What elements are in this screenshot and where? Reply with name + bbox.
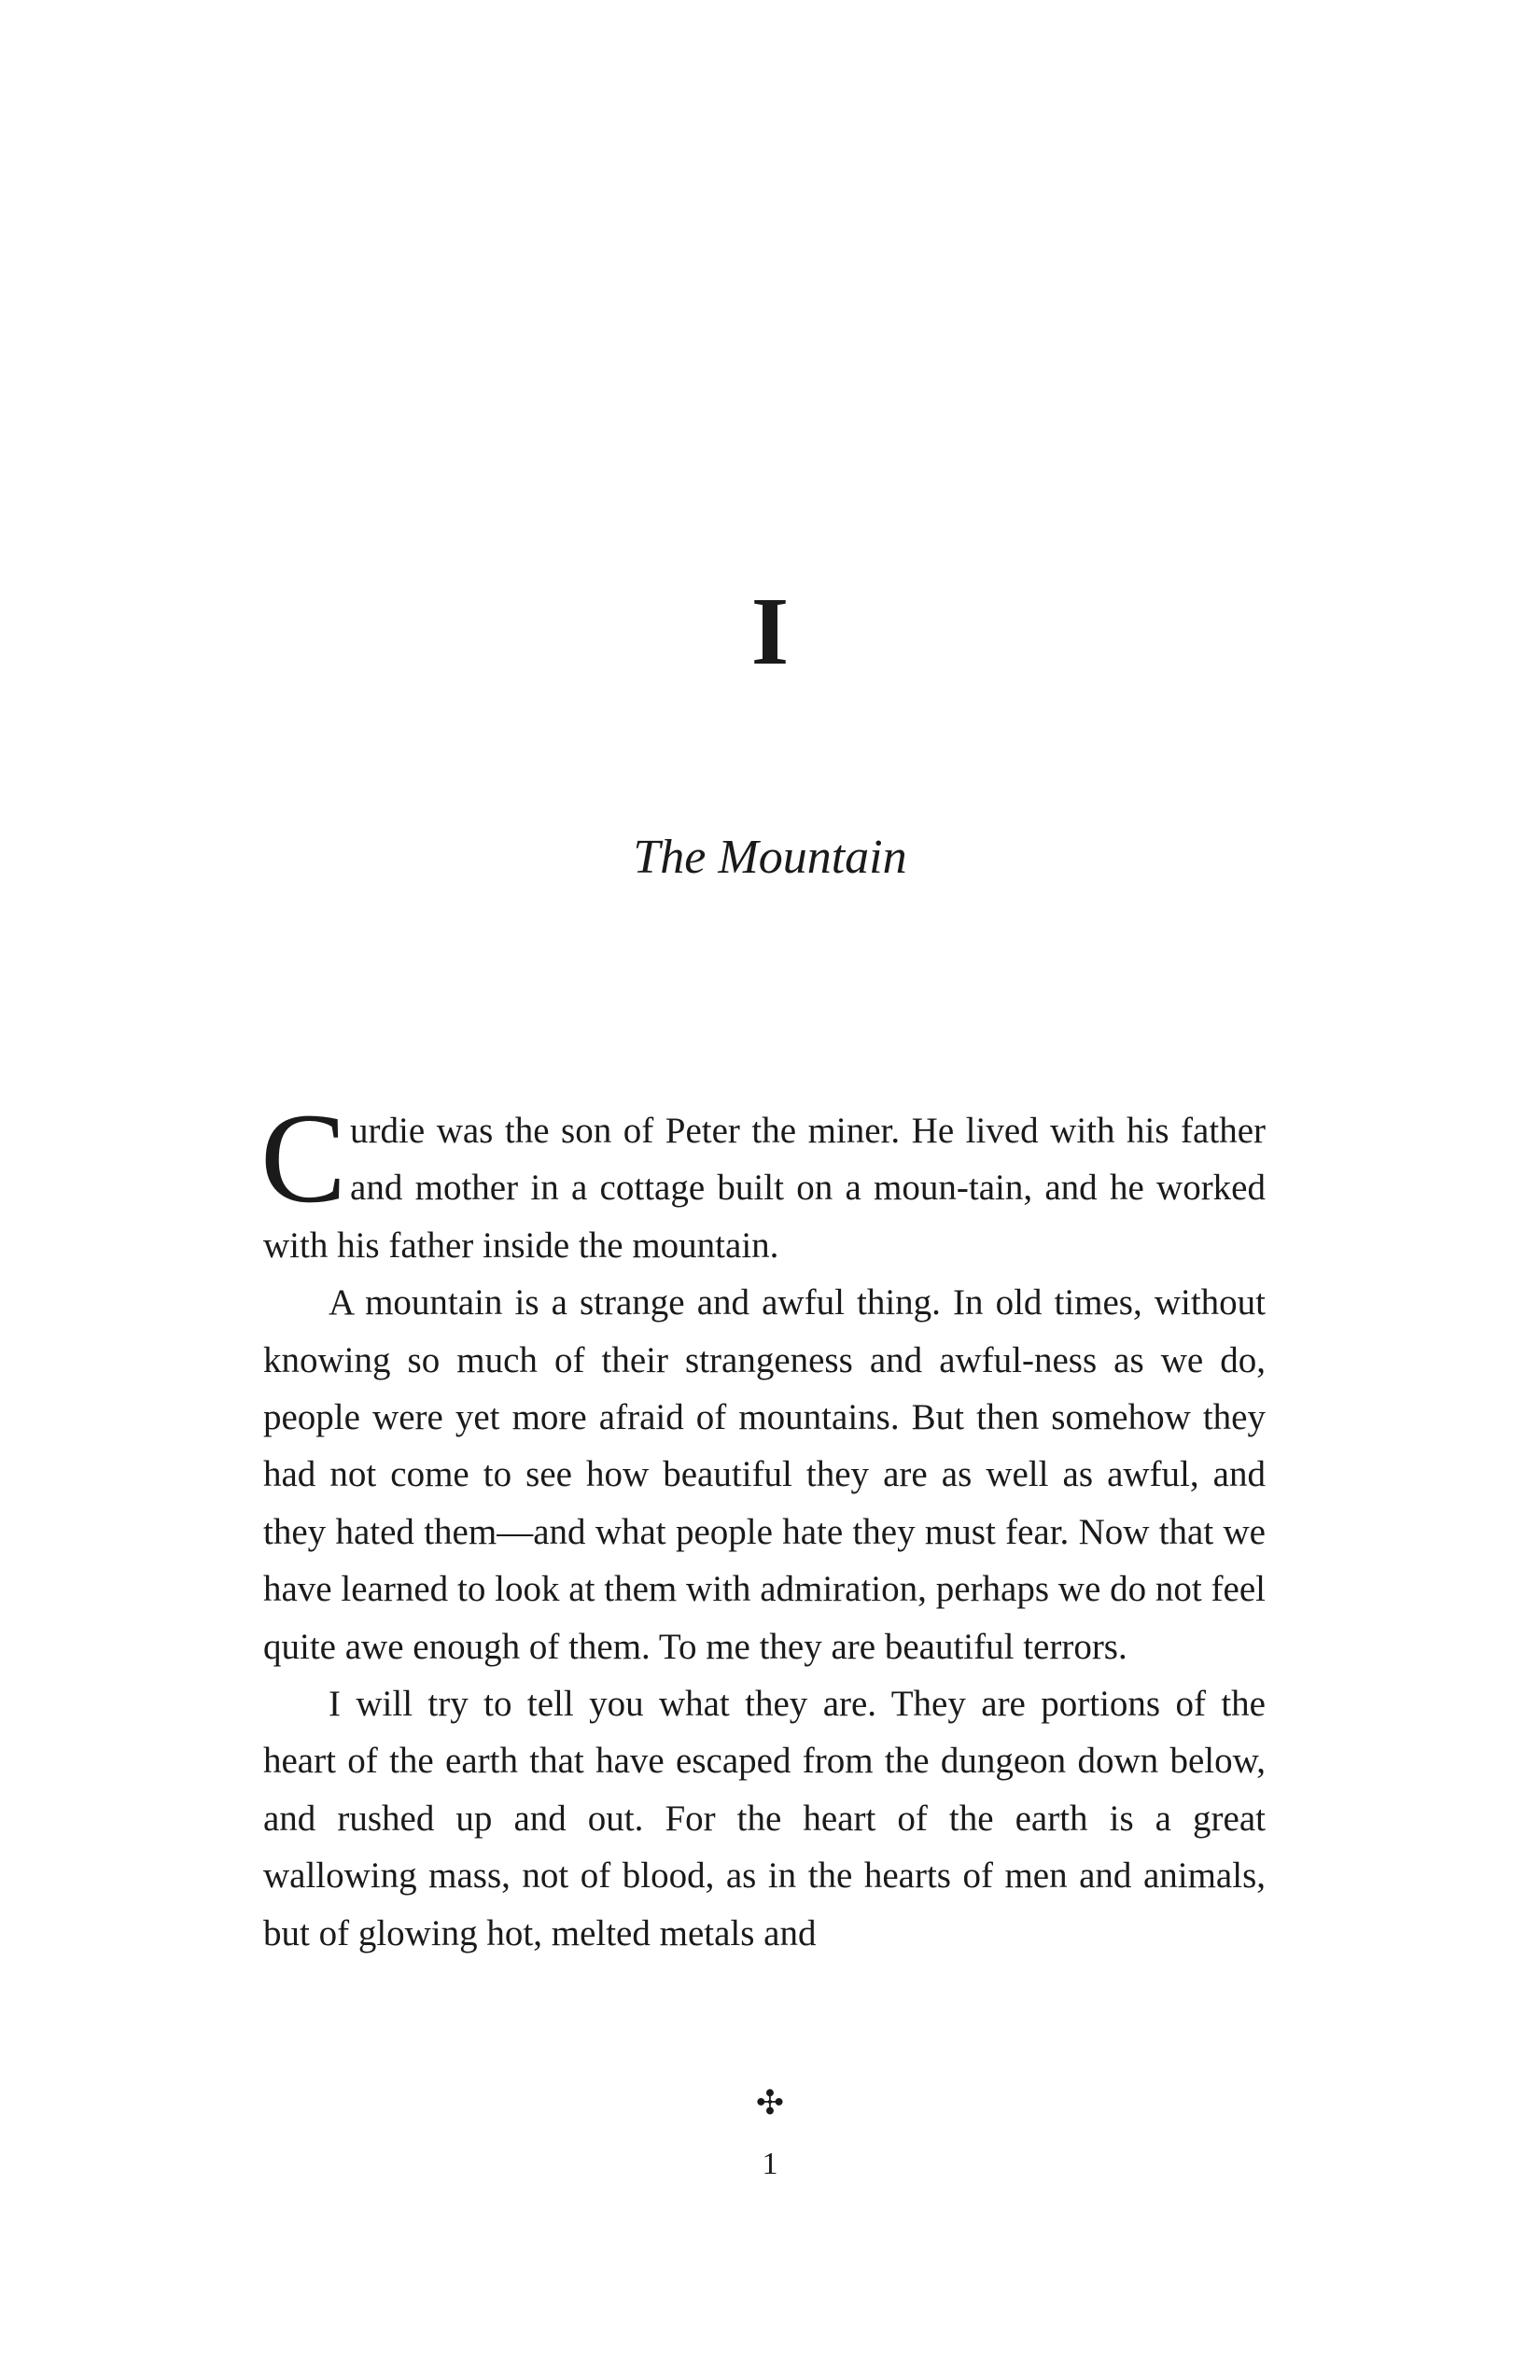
paragraph-1 bbox=[260, 1086, 1266, 1274]
paragraph-1-text: urdie was the son of Peter the miner. He lived with his father and mother in a cottage built on a moun-tain, and he worked with his father inside the mountain. bbox=[263, 1111, 1266, 1266]
paragraph-3: I will try to tell you what they are. They are portions of the heart of the earth that have escaped from the dungeon down below, and rushed up and out. For the heart of the earth is a great wallowing mass, not of blood, as in the hearts of men and animals, but of glowing hot, melted metals and bbox=[263, 1684, 1266, 1953]
paragraph-2: A mountain is a strange and awful thing. In old times, without knowing so much of their strangeness and awful-ness as we do, people were yet more afraid of mountains. But then somehow they had not come to see how beautiful they are as well as awful, and they hated them—and what people hate they must fear. Now that we have learned to look at them with admiration, perhaps we do not feel quite awe enough of them. To me they are beautiful terrors. bbox=[263, 1282, 1266, 1667]
ornament-icon: ✣ bbox=[755, 2084, 785, 2122]
chapter-title: The Mountain bbox=[633, 831, 907, 884]
drop-cap: C bbox=[260, 1086, 347, 1229]
chapter-number: I bbox=[750, 578, 790, 685]
page-number: 1 bbox=[762, 2147, 778, 2181]
body-text bbox=[260, 1086, 1266, 1962]
